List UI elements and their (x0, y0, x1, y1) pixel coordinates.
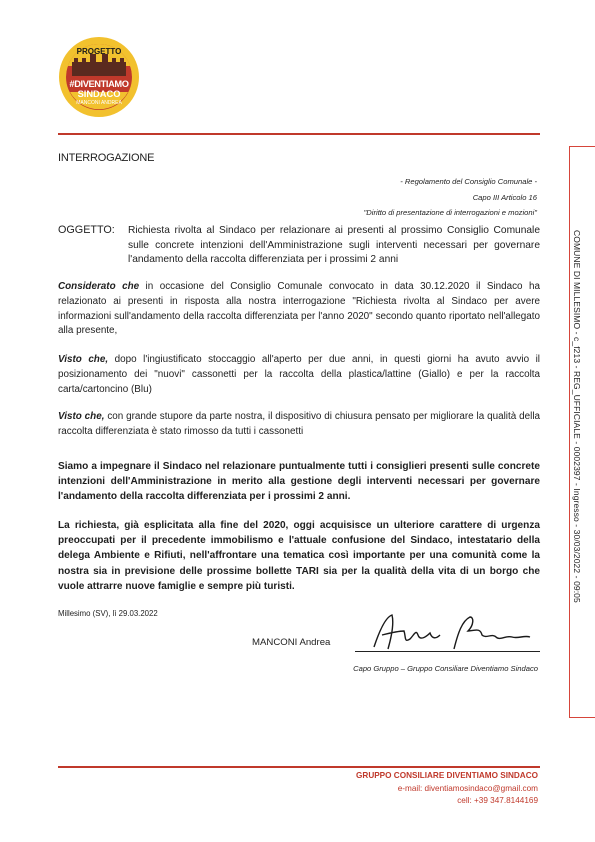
subject-label: OGGETTO: (58, 224, 115, 236)
reference-line: "Diritto di presentazione di interrogazioni e mozioni" (363, 208, 537, 217)
footer-group-name: GRUPPO CONSILIARE DIVENTIAMO SINDACO (356, 771, 538, 780)
subject-text: Richiesta rivolta al Sindaco per relazionare ai presenti al prossimo Consiglio Comunale sulle concrete intenzioni dell'Amministrazione sugli interventi necessari per governare l'andamento della raccolta differenziata per i prossimi 2 anni (128, 225, 540, 265)
protocol-stamp-text: COMUNE DI MILLESIMO - c_f213 - REG_UFFICIALE - 0002397 - Ingresso - 30/03/2022 - 09:05 (572, 230, 582, 603)
logo-line-2: #DIVENTIAMO (69, 79, 129, 89)
project-logo (58, 36, 140, 118)
place-date: Millesimo (SV), lì 29.03.2022 (58, 609, 158, 618)
urgency-paragraph: La richiesta, già esplicitata alla fine del 2020, oggi acquisisce un ulteriore carattere di urgenza preoccupati per il precedente immobilismo e l'attuale confusione del Sindaco, intestatario della delega Ambiente e Rifiuti, nell'affrontare una tematica così importante per una comunità come la nostra sia in previsione delle prossime bollette TARI sia per la qualità della vita di un borgo che vuole attrarre nuove famiglie e sempre più turisti. (58, 520, 540, 592)
signer-name: MANCONI Andrea (252, 637, 331, 648)
regulation-reference (364, 174, 537, 221)
header-divider (58, 133, 540, 135)
paragraph-considerato (58, 280, 540, 339)
paragraph-visto-2 (58, 410, 540, 440)
footer-divider (58, 766, 540, 768)
footer-phone: cell: +39 347.8144169 (457, 796, 538, 805)
paragraph-lead: Considerato che (58, 281, 140, 292)
logo-line-4: MANCONI ANDREA (76, 100, 122, 106)
reference-line: - Regolamento del Consiglio Comunale - (400, 177, 537, 186)
footer-email: e-mail: diventiamosindaco@gmail.com (397, 784, 538, 793)
paragraph-lead: Visto che, (58, 411, 105, 422)
signer-role: Capo Gruppo – Gruppo Consiliare Diventiamo Sindaco (353, 664, 538, 673)
reference-line: Capo III Articolo 16 (472, 192, 537, 202)
paragraph-lead: Visto che, (58, 354, 109, 365)
logo-line-3: SINDACO (77, 89, 121, 99)
request-paragraph: Siamo a impegnare il Sindaco nel relazionare puntualmente tutti i consiglieri presenti sulle concrete intenzioni dell'Amministrazione in merito alla gestione degli interventi necessari per governare l'andamento della raccolta differenziata per i prossimi 2 anni. (58, 461, 540, 503)
handwritten-signature (370, 609, 540, 653)
document-title: INTERROGAZIONE (58, 152, 155, 164)
paragraph-body: dopo l'ingiustificato stoccaggio all'aperto per due anni, in questi giorni ha avuto avvio il posizionamento dei "nuovi" cassonetti per la raccolta della plastica/lattine (Giallo) e per la raccolta carta/cartoncino (Blu) (58, 354, 541, 395)
signature-line (355, 651, 540, 652)
logo-line-1: PROGETTO (76, 47, 122, 56)
paragraph-body: con grande stupore da parte nostra, il dispositivo di chiusura pensato per migliorare la qualità della raccolta differenziata è stato rimosso da tutti i cassonetti (58, 411, 540, 437)
paragraph-body: in occasione del Consiglio Comunale convocato in data 30.12.2020 il Sindaco ha relazionato ai presenti in risposta alla nostra interrogazione "Richiesta rivolta al Sindaco per avere informazioni sull'andamento della raccolta differenziata per l'anno 2020" secondo quanto riportato nell'allegato alla presente, (58, 281, 540, 337)
paragraph-visto-1 (58, 353, 540, 397)
